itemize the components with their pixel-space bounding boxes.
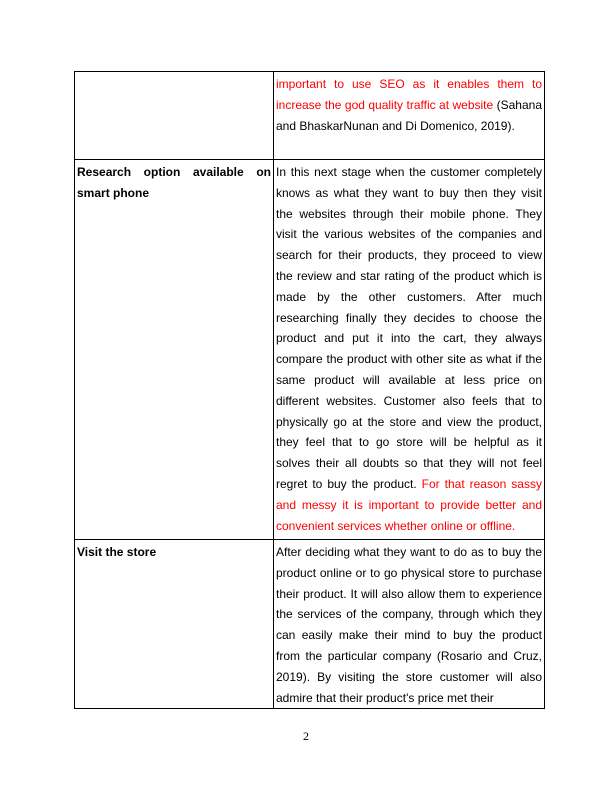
table-row: [75, 72, 545, 160]
content-table: [74, 71, 545, 709]
row-content: [274, 72, 545, 160]
highlighted-text: important to use SEO as it enables them to increase the god quality traffic at website: [276, 77, 542, 112]
table-row: [75, 160, 545, 540]
row-label: Visit the store: [75, 540, 274, 709]
body-text: After deciding what they want to do as to buy the product online or to go physical store to purchase their product. It will also allow them to experience the services of the company, through which they can easily make their mind to buy the product from the particular company (Rosario and Cruz, 2019). By visiting the store customer will also admire that their product's price met their: [276, 545, 542, 705]
highlighted-text: For that reason sassy and messy it is important to provide better and convenient services whether online or offline.: [276, 476, 542, 533]
row-label: Research option available on smart phone: [75, 160, 274, 540]
row-content: [274, 540, 545, 709]
table-row: [75, 540, 545, 709]
body-text: In this next stage when the customer completely knows as what they want to buy then they visit the websites through their mobile phone. They visit the various websites of the companies and search for their products, they proceed to view the review and star rating of the product which is made by the other customers. After much researching finally they decides to choose the product and put it into the cart, they always compare the product with other site as what if the same product will available at less price on different websites. Customer also feels that to physically go at the store and view the product, they feel that to go store will be helpful as it solves their all doubts so that they will not feel regret to buy the product.: [276, 165, 542, 491]
body-text: (Sahana and BhaskarNunan and Di Domenico, 2019).: [276, 97, 542, 133]
row-label-empty: [75, 72, 274, 160]
page-number: 2: [303, 729, 309, 743]
row-content: [274, 160, 545, 540]
